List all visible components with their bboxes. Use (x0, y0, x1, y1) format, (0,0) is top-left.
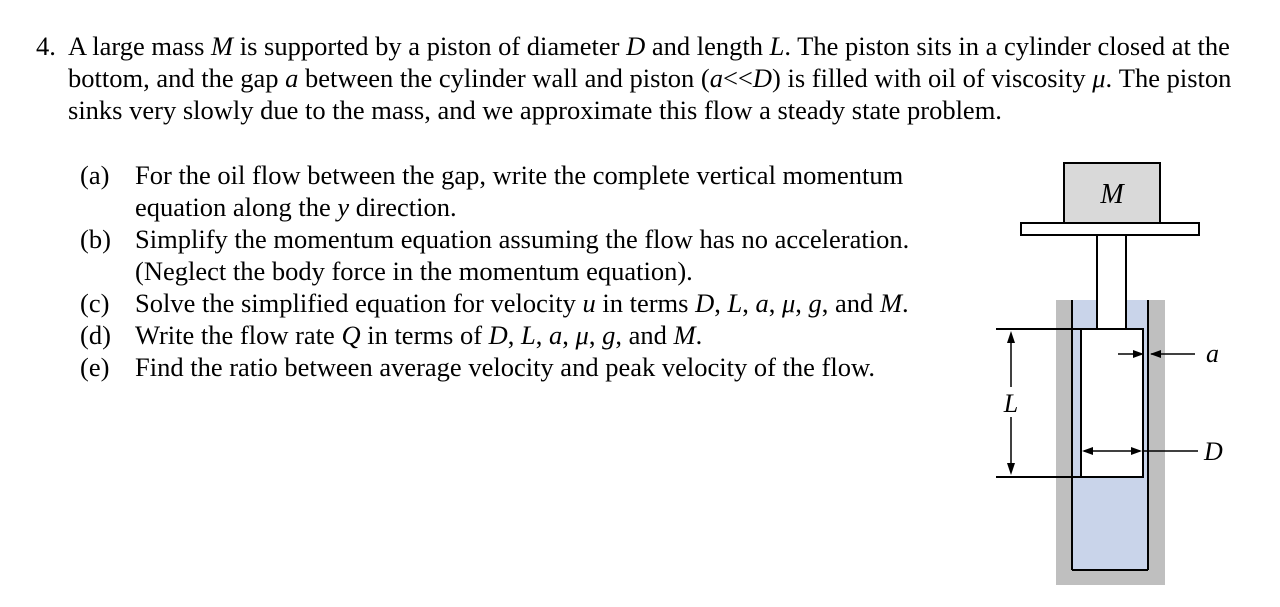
piston-rod (1097, 235, 1126, 329)
piston-diagram (990, 155, 1223, 595)
support-plate (1021, 223, 1199, 235)
sub-question-text (135, 224, 909, 286)
diameter-label: D (1204, 437, 1223, 466)
sub-questions-list (80, 159, 980, 383)
text-run: , (507, 320, 522, 350)
cylinder-wall-left (1056, 300, 1072, 585)
text-run: . (695, 320, 703, 350)
math-symbol: M (879, 288, 903, 318)
problem-number: 4. (36, 31, 56, 61)
sub-question (80, 223, 980, 287)
math-symbol: g (602, 320, 616, 350)
math-symbol: g (808, 288, 822, 318)
text-run: direction. (349, 192, 457, 222)
text-run: between the cylinder wall and piston ( (298, 63, 710, 93)
text-run: , (588, 320, 603, 350)
math-symbol: D (626, 31, 646, 61)
math-symbol: L (521, 320, 536, 350)
piston-cylinder-figure (990, 155, 1223, 600)
text-run: , (535, 320, 550, 350)
math-symbol: y (337, 192, 350, 222)
text-run: Simplify the momentum equation assuming the flow has no acceleration. (Neglect the body force in the momentum equation). (135, 224, 910, 286)
text-run: , and (615, 320, 674, 350)
text-run: Solve the simplified equation for velocity (135, 288, 583, 318)
mass-label: M (1100, 179, 1124, 210)
text-run: ) is filled with oil of viscosity (772, 63, 1093, 93)
text-run: in terms of (360, 320, 489, 350)
math-symbol: μ (575, 320, 589, 350)
text-run: << (722, 63, 753, 93)
sub-question-text (135, 320, 702, 350)
text-run: , (795, 288, 809, 318)
math-symbol: D (752, 63, 773, 93)
sub-question (80, 351, 980, 383)
math-symbol: L (727, 288, 743, 318)
sub-question (80, 159, 980, 223)
text-run: . (902, 288, 909, 318)
sub-question-text (135, 288, 909, 318)
text-run: is supported by a piston of diameter (233, 31, 627, 61)
text-run: Find the ratio between average velocity and peak velocity of the flow. (135, 352, 876, 382)
sub-question (80, 287, 980, 319)
math-symbol: L (769, 31, 785, 61)
sub-question-text (135, 160, 903, 222)
text-run: , (562, 320, 576, 350)
cylinder-wall-right (1148, 300, 1165, 585)
text-run: , and (821, 288, 880, 318)
math-symbol: a (285, 63, 299, 93)
sub-question (80, 319, 980, 351)
math-symbol: M (211, 31, 234, 61)
gap-label: a (1206, 339, 1219, 368)
text-run: . The piston sits in a cylinder closed at the bottom, and the gap (68, 31, 1230, 93)
math-symbol: a (755, 288, 769, 318)
text-run: and length (645, 31, 770, 61)
text-run: in terms (595, 288, 696, 318)
math-symbol: a (549, 320, 563, 350)
sub-question-label: (c) (80, 288, 110, 318)
math-symbol: Q (341, 320, 361, 350)
math-symbol: D (488, 320, 508, 350)
sub-question-text (135, 352, 875, 382)
text-run: Write the flow rate (135, 320, 342, 350)
cylinder-bottom (1056, 570, 1165, 585)
text-run: , (768, 288, 782, 318)
math-symbol: M (673, 320, 696, 350)
math-symbol: u (582, 288, 596, 318)
math-symbol: μ (1092, 63, 1106, 93)
length-label: L (1003, 389, 1019, 418)
sub-question-label: (b) (80, 224, 111, 254)
sub-question-label: (e) (80, 352, 110, 382)
math-symbol: μ (781, 288, 796, 318)
math-symbol: a (709, 63, 723, 93)
math-symbol: D (695, 288, 715, 318)
text-run: . The piston sinks very slowly due to the mass, and we approximate this flow a steady state problem. (68, 63, 1232, 125)
text-run: For the oil flow between the gap, write the complete vertical momentum equation along the (135, 160, 904, 222)
problem-statement (36, 30, 1246, 126)
sub-question-label: (d) (80, 320, 111, 350)
problem-stem (68, 30, 1246, 126)
text-run: , (714, 288, 728, 318)
sub-question-label: (a) (80, 160, 110, 190)
text-run: , (742, 288, 756, 318)
text-run: A large mass (68, 31, 212, 61)
